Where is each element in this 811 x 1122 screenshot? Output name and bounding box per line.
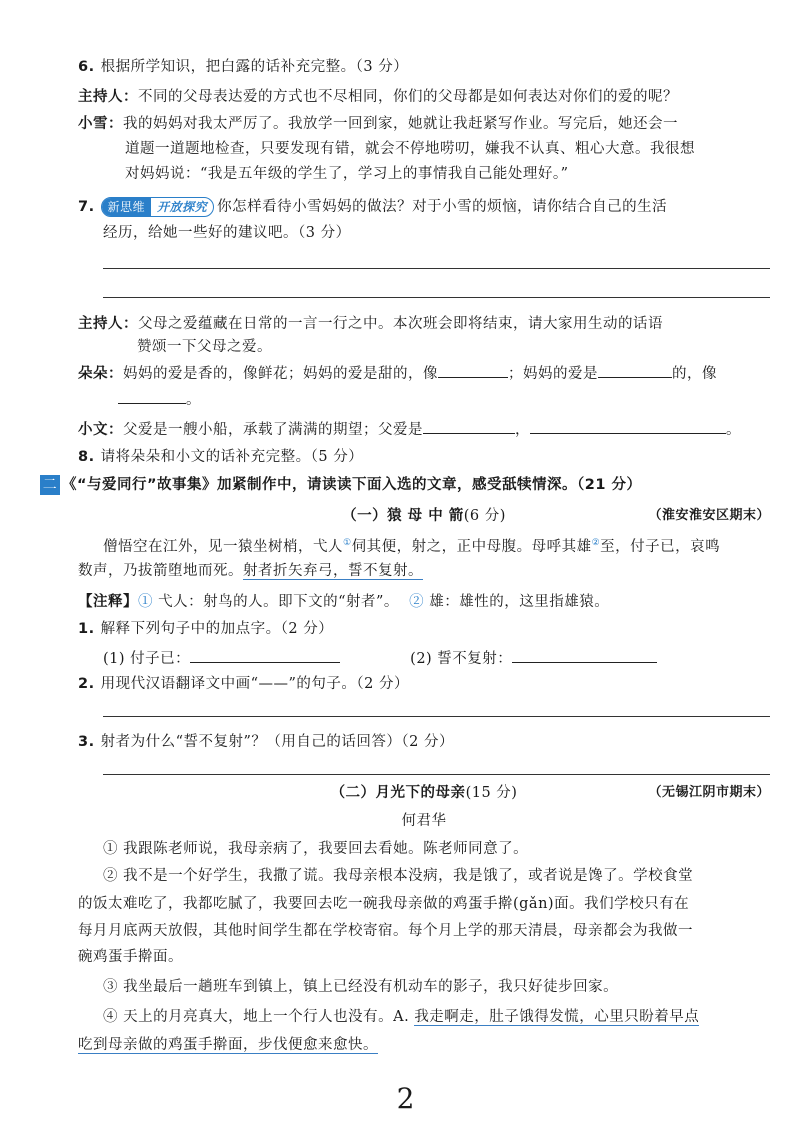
dialogue-text: ；妈妈的爱是 [508, 366, 598, 382]
paragraph-1: ① 我跟陈老师说，我母亲病了，我要回去看她。陈老师同意了。 [103, 841, 529, 857]
note-label: 【注释】 [78, 594, 138, 610]
question-7-line-2: 经历，给她一些好的建议吧。（3 分） [103, 225, 351, 241]
speaker-label: 主持人： [78, 89, 138, 105]
passage-1-question-3 [78, 731, 770, 753]
passage-title: （二）月光下的母亲 [330, 785, 466, 801]
passage-1-line-1: 僧悟空在江外，见一猿坐树梢，弋人①伺其便，射之，正中母腹。母呼其雄②至，付子已，哀鸣 [103, 538, 721, 555]
question-text: 你怎样看待小雪妈妈的做法？对于小雪的烦恼，请你结合自己的生活 [217, 199, 668, 215]
passage-1-question-1-items [103, 647, 795, 670]
paragraph-2-line-4: 碗鸡蛋手擀面。 [78, 949, 183, 965]
passage-1-question-1 [78, 618, 770, 640]
xiaoxue-line-3: 对妈妈说：“我是五年级的学生了，学习上的事情我自己能处理好。” [125, 166, 569, 182]
dialogue-text: 妈妈的爱是香的，像鲜花；妈妈的爱是甜的，像 [123, 366, 438, 382]
dialogue-text: 我的妈妈对我太严厉了。我放学一回到家，她就让我赶紧写作业。写完后，她还会一 [123, 116, 678, 132]
section-2-heading [40, 474, 780, 496]
fill-blank[interactable] [118, 388, 186, 404]
dialogue-text: 的，像 [672, 366, 717, 382]
paragraph-2-line-3: 每月月底两天放假，其他时间学生都在学校寄宿。每个月上学的那天清晨，母亲都会为我做一 [78, 923, 693, 939]
answer-line[interactable] [103, 268, 770, 269]
question-number: 7. [78, 199, 95, 215]
fill-blank[interactable] [438, 362, 508, 378]
passage-source: （无锡江阴市期末） [648, 785, 770, 800]
dialogue-text: 不同的父母表达爱的方式也不尽相同，你们的父母都是如何表达对你们的爱的呢？ [138, 89, 678, 105]
dialogue-text: ， [515, 422, 530, 438]
author: 何君华 [401, 813, 447, 829]
answer-line[interactable] [103, 716, 770, 717]
new-thinking-tag [101, 197, 215, 217]
dialogue-text: 。 [726, 422, 741, 438]
xiaoxue-line-2: 道题一道题地检查，只要发现有错，就会不停地唠叨，嫌我不认真、粗心大意。我很想 [125, 141, 695, 157]
tag-open-explore: 开放探究 [157, 200, 208, 214]
question-7 [78, 196, 770, 218]
host-line-2 [78, 313, 770, 335]
section-badge: 二 [40, 475, 60, 495]
fill-blank[interactable] [530, 418, 726, 434]
fill-blank[interactable] [423, 418, 515, 434]
question-number: 6. [78, 59, 95, 75]
sub-item: (2) 誓不复射： [410, 651, 513, 667]
section-title: 《“与爱同行”故事集》加紧制作中，请读读下面入选的文章，感受舐犊情深。（21 分） [62, 477, 642, 493]
question-text: 请将朵朵和小文的话补充完整。（5 分） [100, 449, 364, 465]
underlined-sentence: 射者折矢弃弓，誓不复射。 [243, 563, 423, 579]
fill-blank[interactable] [190, 647, 340, 663]
footnote-ref: ② [591, 538, 601, 548]
host-line-1 [78, 86, 770, 108]
answer-line[interactable] [103, 774, 770, 775]
passage-source: （淮安淮安区期末） [648, 508, 770, 523]
speaker-label: 小文： [78, 422, 123, 438]
question-number: 2. [78, 676, 95, 692]
question-6 [78, 56, 770, 78]
dialogue-text: 。 [186, 392, 201, 408]
speaker-label: 朵朵： [78, 366, 123, 382]
question-8 [78, 446, 770, 468]
passage-1-line-2: 数声，乃拔箭堕地而死。射者折矢弃弓，誓不复射。 [78, 563, 423, 579]
passage-score: (6 分) [463, 508, 506, 524]
page-number: 2 [396, 1082, 415, 1115]
underlined-sentence: 吃到母亲做的鸡蛋手擀面，步伐便愈来愈快。 [78, 1037, 378, 1053]
question-number: 8. [78, 449, 95, 465]
speaker-label: 小雪： [78, 116, 123, 132]
question-number: 3. [78, 734, 95, 750]
question-text: 解释下列句子中的加点字。（2 分） [100, 621, 334, 637]
passage-score: (15 分) [465, 785, 518, 801]
paragraph-2-line-2: 的饭太难吃了，我都吃腻了，我要回去吃一碗我母亲做的鸡蛋手擀(gǎn)面。我们学校只有在 [78, 896, 690, 912]
fill-blank[interactable] [512, 647, 657, 663]
passage-title: （一）猿 母 中 箭 [342, 508, 464, 524]
answer-line[interactable] [103, 297, 770, 298]
dialogue-text: 父母之爱蕴藏在日常的一言一行之中。本次班会即将结束，请大家用生动的话语 [138, 316, 663, 332]
footnote-ref: ① [343, 538, 352, 548]
question-number: 1. [78, 621, 95, 637]
tag-new-thinking: 新思维 [102, 198, 152, 216]
question-text: 用现代汉语翻译文中画“——”的句子。（2 分） [100, 676, 410, 692]
paragraph-3: ③ 我坐最后一趟班车到镇上，镇上已经没有机动车的影子，我只好徒步回家。 [103, 979, 619, 995]
underlined-sentence: 我走啊走，肚子饿得发慌，心里只盼着早点 [414, 1009, 700, 1025]
xiaoxue-line-1 [78, 113, 770, 135]
fill-blank[interactable] [598, 362, 672, 378]
dialogue-text: 父爱是一艘小船，承载了满满的期望；父爱是 [123, 422, 423, 438]
passage-1-question-2 [78, 673, 770, 695]
paragraph-2-line-1: ② 我不是一个好学生，我撒了谎。我母亲根本没病，我是饿了，或者说是馋了。学校食堂 [103, 868, 694, 884]
paragraph-4-line-2 [78, 1034, 770, 1056]
speaker-label: 主持人： [78, 316, 138, 332]
duoduo-line [78, 362, 770, 385]
question-text: 根据所学知识，把白露的话补充完整。（3 分） [100, 59, 409, 75]
question-text: 射者为什么“誓不复射”？（用自己的话回答）（2 分） [100, 734, 455, 750]
host-line-2b: 赞颂一下父母之爱。 [137, 339, 272, 355]
sub-item: (1) 付子已： [103, 651, 191, 667]
duoduo-line-2 [118, 388, 810, 411]
notes: 【注释】① 弋人：射鸟的人。即下文的“射者”。 ② 雄：雄性的，这里指雄猿。 [78, 594, 610, 610]
paragraph-4-line-1: ④ 天上的月亮真大，地上一个行人也没有。A. 我走啊走，肚子饿得发慌，心里只盼着早点 [103, 1009, 700, 1025]
xiaowen-line [78, 418, 770, 441]
